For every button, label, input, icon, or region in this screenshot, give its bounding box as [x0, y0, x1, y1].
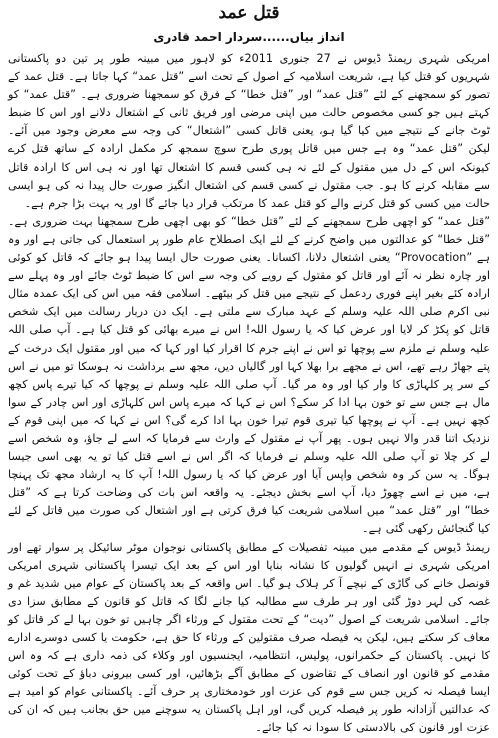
article-paragraph: امریکی شہری ریمنڈ ڈیوس نے 27 جنوری 2011ء کو لاہور میں مبینہ طور پر تین دو پاکستانی شہریوں کو قتل کیا ہے، شریعت اسلامیہ کے اصول کے تحت اسے ”قتل عمد“ کہا جاتا ہے۔ قتل عمد کے تصور کو سمجھنے کے لئے ”قتل عمد“ اور ”قتل خطا“ کے فرق کو سمجھنا ضروری ہے۔ ”قتل عمد“ کو کہتے ہیں جو کسی مخصوص حالت میں اپنی مرضی اور فریق ثانی کے اشتعال دلانے اور اس کا ضبط ٹوٹ جانے کے نتیجے میں کیا گیا ہو، یعنی قاتل کسی ”اشتعال“ کی وجہ سے معرض وجود میں آئے۔ لیکن ”قتل عمد“ وہ ہے جس میں قاتل پوری طرح سوچ سمجھ کر مکمل ارادہ کے ساتھ قتل کرے کیونکہ اس کے دل میں مقتول کے لئے نہ ہی کسی قسم کا اشتعال تھا اور نہ ہی اس کا ارادہ قاتل سے مقابلہ کرنے کا ہو۔ جب مقتول نے کسی قسم کی اشتعال انگیز صورت حال پیدا نہ کی ہو ایسی حالت میں کسی کو قتل کرنے والے کو قتل عمد کا مرتکب قرار دیا جائے گا اور یہ بہت بڑا جرم ہے۔ — [8, 52, 491, 210]
article-body — [8, 50, 490, 738]
article-title: قتل عمد — [218, 3, 280, 23]
article-paragraph: ”قتل عمد“ کو اچھی طرح سمجھنے کے لئے ”قتل خطا“ کو بھی اچھی طرح سمجھنا بہت ضروری ہے۔ ”قتل خطا“ کو عدالتوں میں واضح کرنے کے لئے ایک اصطلاح عام طور پر استعمال کی جاتی ہے اور وہ ہے ”Provocation“ یعنی اشتعال دلانا، اکسانا۔ یعنی صورت حال ایسا پیدا ہو جائے کہ قاتل کو کوئی اور چارہ نظر نہ آئے اور قاتل کو مقتول کے رویے کی وجہ سے اس کا ضبط ٹوٹ جائے اور وہ پہلے سے ارادہ کئے بغیر اپنے فوری ردعمل کے نتیجے میں قتل کر بیٹھے۔ اسلامی فقہ میں اس کی ایک عمدہ مثال نبی اکرم صلی اللہ علیہ وسلم کے عہد مبارک سے ملتی ہے۔ ایک دن دربار رسالت میں ایک شخص قاتل کو پکڑ کر لایا اور عرض کیا کہ یا رسول اللہ! اس نے میرے بھائی کو قتل کیا ہے۔ آپ صلی اللہ علیہ وسلم نے ملزم سے پوچھا تو اس نے اپنے جرم کا اقرار کیا اور کہا کہ میں اور مقتول ایک درخت کے پتے جھاڑ رہے تھے، اس نے مجھے برا بھلا کہا اور گالیاں دیں، مجھ سے برداشت نہ ہوسکا تو میں نے اس کے سر پر کلہاڑی کا وار کیا اور وہ مر گیا۔ آپ صلی اللہ علیہ وسلم نے پوچھا کہ کیا تیرے پاس کچھ مال ہے جس سے تو خون بہا ادا کر سکے؟ اس نے کہا کہ میرے پاس اس کلہاڑی اور اس چادر کے سوا کچھ نہیں ہے۔ آپ نے پوچھا کیا تیری قوم تیرا خون بہا ادا کرے گی؟ اس نے کہا کہ میں اپنی قوم کے نزدیک اتنا قدر والا نہیں ہوں۔ پھر آپ نے مقتول کے وارث سے فرمایا کہ اسے لے جاؤ، وہ شخص اسے لے کر چلا تو آپ صلی اللہ علیہ وسلم نے فرمایا کہ اگر اس نے اسے قتل کیا تو یہ بھی اسی جیسا ہوگا۔ یہ سن کر وہ شخص واپس آیا اور عرض کیا کہ یا رسول اللہ! آپ کا یہ ارشاد مجھ تک پہنچا ہے، میں نے اسے چھوڑ دیا، آپ اسے بخش دیجئے۔ یہ واقعہ اس بات کی وضاحت کرتا ہے کہ ”قتل خطا“ اور ”قتل عمد“ میں اسلامی شریعت کیا فرق کرتی ہے اور اشتعال کی صورت میں قاتل کے لئے کیا گنجائش رکھی گئی ہے۔ — [8, 214, 491, 536]
article-byline: انداز بیاں......سردار احمد قادری — [153, 30, 345, 44]
article-paragraph: ریمنڈ ڈیوس کے مقدمے میں مبینہ تفصیلات کے مطابق پاکستانی نوجوان موٹر سائیکل پر سوار تھے اور امریکی شہری نے انہیں گولیوں کا نشانہ بنایا اور اس کے بعد ایک تیسرا پاکستانی شہری امریکی قونصل خانے کی گاڑی کے نیچے آ کر ہلاک ہو گیا۔ اس واقعہ کے بعد پاکستان کے عوام میں شدید غم و غصہ کی لہر دوڑ گئی اور ہر طرف سے مطالبہ کیا جانے لگا کہ قاتل کو قانون کے مطابق سزا دی جائے۔ اسلامی شریعت کے اصول ”دیت“ کے تحت مقتول کے ورثاء اگر چاہیں تو خون بہا لے کر قاتل کو معاف کر سکتے ہیں، لیکن یہ فیصلہ صرف مقتولین کے ورثاء کا حق ہے، حکومت یا کسی دوسرے ادارے کا نہیں۔ پاکستان کے حکمرانوں، پولیس، انتظامیہ، ایجنسیوں اور وکلاء کی ذمہ داری ہے کہ وہ اس مقدمے کو قانون اور انصاف کے تقاضوں کے مطابق آگے بڑھائیں، اور کسی بیرونی دباؤ کے تحت کوئی ایسا فیصلہ نہ کریں جس سے قوم کی عزت اور خودمختاری پر حرف آئے۔ پاکستانی عوام کو امید ہے کہ عدالتیں آزادانہ طور پر فیصلہ کریں گی، اور اہل پاکستان یہ سوچنے میں حق بجانب ہیں کہ ان کی عزت اور قانون کی بالادستی کا سودا نہ کیا جائے۔ — [8, 540, 490, 735]
